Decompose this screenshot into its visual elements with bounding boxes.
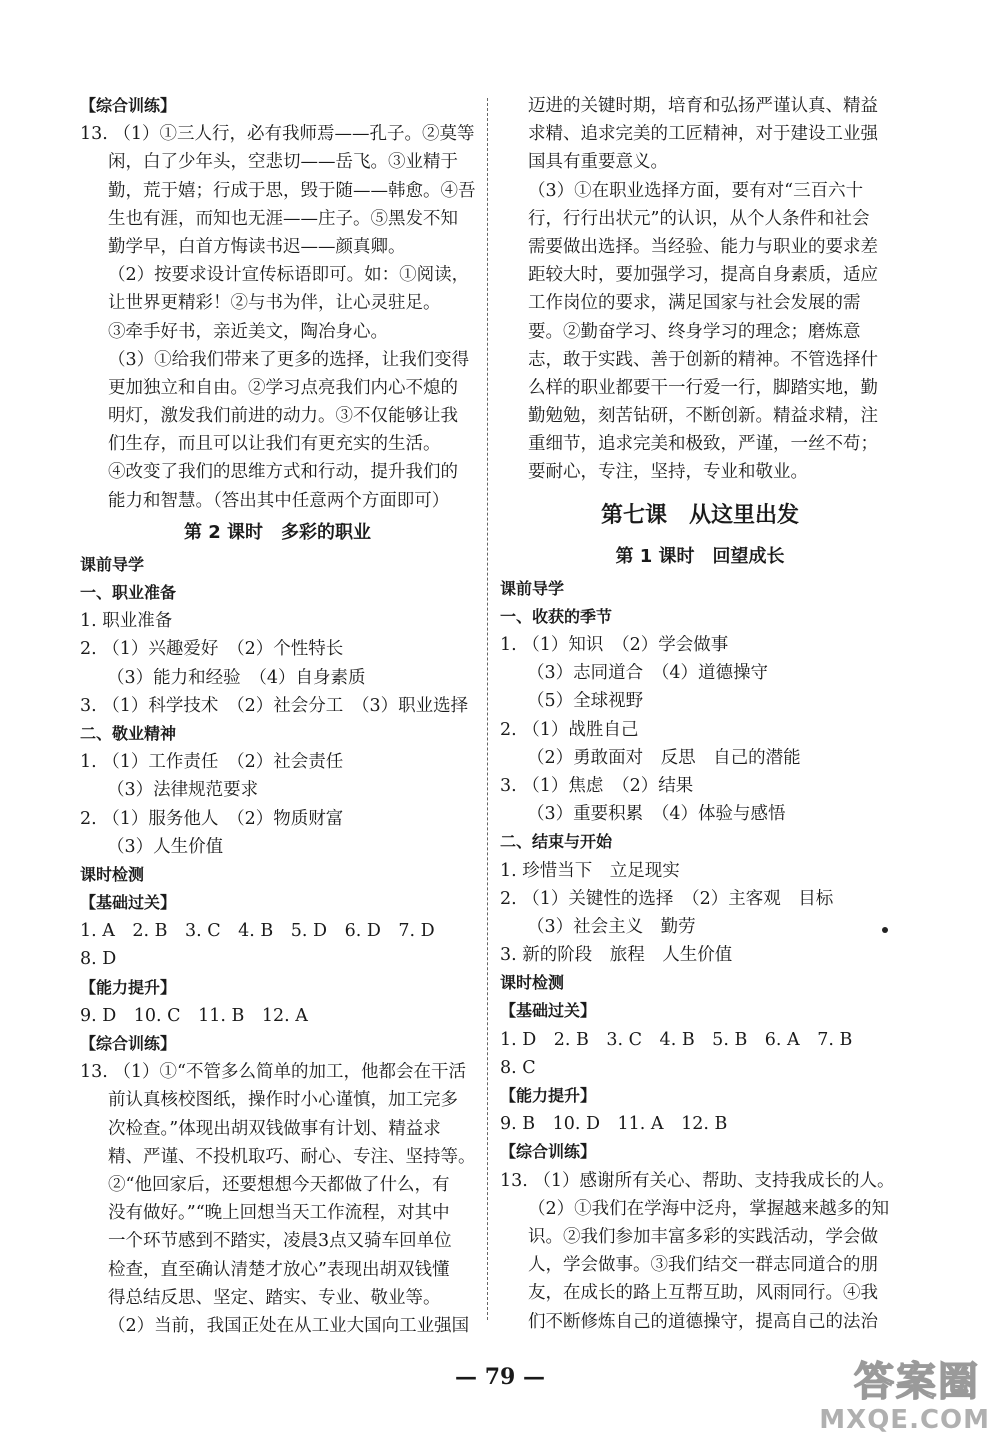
section-heading: 【基础过关】 (500, 1001, 597, 1021)
text-line: 1. 珍惜当下 立足现实 (500, 860, 680, 881)
text-line: （3）人生价值 (107, 836, 224, 857)
section-heading: 课前导学 (80, 554, 145, 574)
text-line: 国具有重要意义。 (528, 152, 668, 173)
text-line: （2）当前，我国正处在从工业大国向工业强国 (108, 1315, 470, 1336)
text-line: 2. （1）兴趣爱好 （2）个性特长 (80, 639, 344, 660)
text-line: （3）重要积累 （4）体验与感悟 (527, 804, 786, 825)
page-number: — 79 — (455, 1364, 545, 1390)
text-line: 明灯，激发我们前进的动力。③不仅能够让我 (108, 406, 458, 427)
text-line: 更加独立和自由。②学习点亮我们内心不熄的 (108, 377, 458, 398)
text-line: 勤，荒于嬉；行成于思，毁于随——韩愈。④吾 (108, 180, 475, 201)
section-heading: 【能力提升】 (80, 977, 177, 997)
text-line: 重细节，追求完美和极致，严谨，一丝不苟； (528, 434, 878, 455)
text-line: 生也有涯，而知也无涯——庄子。⑤黑发不知 (108, 208, 458, 229)
text-line: 2. （1）关键性的选择 （2）主客观 目标 (500, 888, 834, 909)
section-heading: 一、职业准备 (80, 583, 177, 602)
text-line: 3. （1）焦虑 （2）结果 (500, 775, 694, 796)
text-line: 工作岗位的要求，满足国家与社会发展的需 (528, 293, 861, 314)
text-line: 友，在成长的路上互帮互助，风雨同行。④我 (528, 1283, 878, 1304)
section-heading: 【综合训练】 (80, 1034, 177, 1053)
text-line: 志，敢于实践、善于创新的精神。不管选择什 (528, 349, 878, 370)
text-line: 迈进的关键时期，培育和弘扬严谨认真、精益 (528, 96, 878, 116)
text-line: 们不断修炼自己的道德操守，提高自己的法治 (528, 1311, 878, 1332)
section-heading: 课前导学 (500, 578, 565, 598)
section-heading: 二、结束与开始 (500, 832, 613, 852)
text-line: （3）志同道合 （4）道德操守 (527, 663, 769, 684)
text-line: （3）①给我们带来了更多的选择，让我们变得 (108, 349, 470, 370)
text-line: 3. （1）科学技术 （2）社会分工 （3）职业选择 (80, 695, 469, 716)
text-line: 们生存，而且可以让我们有更充实的生活。 (108, 434, 441, 455)
text-line: （2）勇敢面对 反思 自己的潜能 (527, 747, 801, 768)
left-column (80, 92, 475, 1340)
text-line: 3. 新的阶段 旅程 人生价值 (500, 945, 733, 966)
text-line: （2）①我们在学海中泛舟，掌握越来越多的知 (528, 1198, 890, 1219)
section-heading: 【综合训练】 (500, 1142, 597, 1162)
text-line: 勤勉勉，刻苦钻研，不断创新。精益求精，注 (528, 406, 878, 427)
text-line: 检查，直至确认清楚才放心”表现出胡双钱懂 (108, 1259, 450, 1280)
text-line: 一个环节感到不踏实，凌晨3点又骑车回单位 (108, 1231, 452, 1252)
text-line: 1. 职业准备 (80, 611, 173, 632)
section-heading: 一、收获的季节 (500, 606, 613, 626)
text-line: 求精、追求完美的工匠精神，对于建设工业强 (528, 124, 878, 145)
text-line: 让世界更精彩！②与书为伴，让心灵驻足。 (108, 293, 441, 314)
text-line: 9. B 10. D 11. A 12. B (500, 1114, 728, 1135)
text-line: （3）法律规范要求 (107, 780, 259, 801)
text-line: 次检查。”体现出胡双钱做事有计划、精益求 (108, 1118, 441, 1139)
text-line: 1. （1）工作责任 （2）社会责任 (80, 752, 344, 773)
text-line: 距较大时，要加强学习，提高自身素质，适应 (528, 265, 878, 286)
text-line: （3）能力和经验 （4）自身素质 (107, 667, 366, 688)
section-heading: 课时检测 (500, 973, 565, 993)
text-line: 闲，白了少年头，空悲切——岳飞。③业精于 (108, 152, 458, 173)
text-line: 得总结反思、坚定、踏实、专业、敬业等。 (108, 1287, 441, 1308)
column-divider (487, 98, 488, 1320)
text-line: 精、严谨、不投机取巧、耐心、专注、坚持等。 (108, 1146, 475, 1167)
text-line: 要耐心，专注，坚持，专业和敬业。 (528, 462, 808, 483)
text-line: （3）社会主义 勤劳 (527, 916, 696, 937)
watermark-url: MXQE.COM (819, 1405, 990, 1435)
text-line: （2）按要求设计宣传标语即可。如：①阅读， (108, 265, 470, 286)
watermark-title: 答案圈 (854, 1359, 980, 1405)
text-line: （5）全球视野 (527, 691, 644, 712)
ink-dot (882, 927, 888, 933)
watermark-logo (819, 1349, 1000, 1439)
text-line: 前认真核校图纸，操作时小心谨慎，加工完多 (108, 1090, 458, 1111)
text-line: 9. D 10. C 11. B 12. A (80, 1005, 308, 1026)
text-line: 勤学早，白首方悔读书迟——颜真卿。 (108, 236, 406, 257)
section-heading: 课时检测 (80, 864, 145, 884)
text-line: 13. （1）感谢所有关心、帮助、支持我成长的人。 (500, 1170, 895, 1191)
chapter-title: 第七课 从这里出发 (600, 502, 799, 528)
text-line: 需要做出选择。当经验、能力与职业的要求差 (528, 236, 878, 257)
section-heading: 【综合训练】 (80, 96, 177, 115)
text-line: 2. （1）战胜自己 (500, 719, 639, 740)
section-heading: 【基础过关】 (80, 893, 177, 913)
lesson-title: 第 2 课时 多彩的职业 (183, 521, 372, 543)
text-line: ④改变了我们的思维方式和行动，提升我们的 (108, 462, 458, 483)
text-line: 么样的职业都要干一行爱一行，脚踏实地，勤 (528, 377, 878, 398)
text-line: 行，行行出状元”的认识，从个人条件和社会 (528, 208, 870, 229)
text-line: ③牵手好书，亲近美文，陶冶身心。 (108, 321, 388, 342)
text-line: 能力和智慧。（答出其中任意两个方面即可） (108, 490, 450, 511)
text-line: 1. （1）知识 （2）学会做事 (500, 635, 729, 655)
section-heading: 【能力提升】 (500, 1086, 597, 1105)
text-line: 识。②我们参加丰富多彩的实践活动，学会做 (528, 1226, 878, 1247)
text-line: 13. （1）①“不管多么简单的加工，他都会在干活 (80, 1062, 466, 1083)
text-line: 13. （1）①三人行，必有我师焉——孔子。②莫等 (80, 124, 475, 145)
text-line: ②“他回家后，还要想想今天都做了什么，有 (108, 1174, 450, 1195)
text-line: 人，学会做事。③我们结交一群志同道合的朋 (528, 1255, 878, 1276)
right-column (500, 92, 900, 1336)
text-line: 8. D (80, 949, 117, 970)
lesson-title: 第 1 课时 回望成长 (615, 545, 785, 567)
text-line: 要。②勤奋学习、终身学习的理念；磨炼意 (528, 321, 861, 342)
text-line: 8. C (500, 1057, 536, 1078)
text-line: 1. A 2. B 3. C 4. B 5. D 6. D 7. D (80, 921, 435, 942)
text-line: 没有做好。”“晚上回想当天工作流程，对其中 (108, 1203, 450, 1224)
text-line: 1. D 2. B 3. C 4. B 5. B 6. A 7. B (500, 1029, 853, 1050)
text-line: （3）①在职业选择方面，要有对“三百六十 (528, 180, 864, 201)
text-line: 2. （1）服务他人 （2）物质财富 (80, 808, 344, 829)
section-heading: 二、敬业精神 (80, 723, 177, 743)
